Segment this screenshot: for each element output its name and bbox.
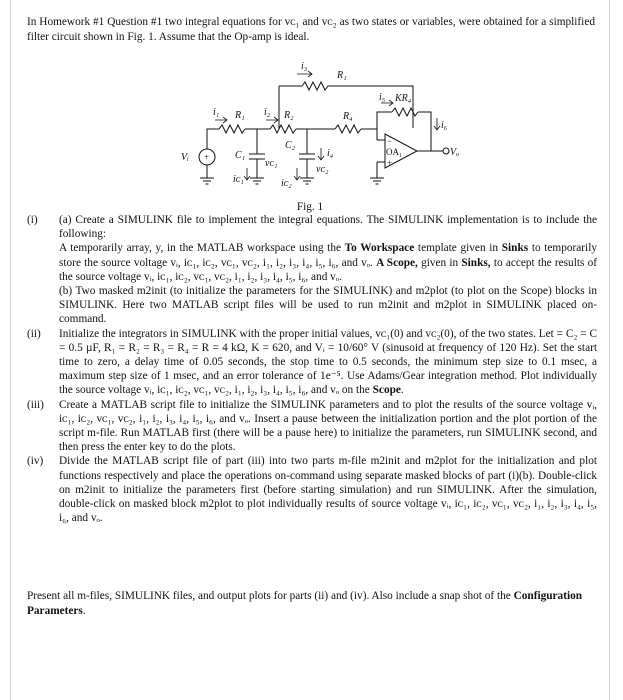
figure-caption: Fig. 1: [296, 201, 324, 213]
label-i1: i₁: [213, 107, 220, 118]
item-iv-text: Divide the MATLAB script file of part (iii) into two parts m-file m2init and m2plot for the initialization and plot functions respectively and place the operations on-command using separate masked blocks of part (i)(b). Double-click on m2init to initialize the parameters first (before starting simulation) and run SIMULINK. After the simulation, double-click on masked block m2plot to plot individually results of source voltage vᵢ, iᴄ₁, iᴄ₂, vᴄ₁, vᴄ₂, i₁, i₂, i₃, i₄, i₅, i₆, and vₒ.: [59, 455, 597, 525]
item-ii-end: .: [400, 384, 404, 397]
item-iv-marker: (iv): [27, 455, 44, 468]
label-vi: Vᵢ: [181, 152, 189, 163]
sinks-term: Sinks: [501, 242, 529, 255]
item-i-a-pre: A temporarily array, y, in the MATLAB workspace using the: [59, 242, 345, 255]
label-kr4: KR₄: [395, 93, 412, 104]
item-ii-text: Initialize the integrators in SIMULINK with the proper initial values, vᴄ₁(0) and vᴄ₂(0), of the two states. Let = C₂ = C = 0.5 µF, R₁ = R₂ = R₃ = R₄ = R = 4 kΩ, K = 620, and Vᵢ = 10/60° V (sinusoid at frequency of 120 Hz). Set the start time to zero, a delay time of 0.05 seconds, the stop time to 0.5 seconds, the minimum step size to 0.1 msec, a maximum step size of 1 msec, and an error tolerance of 1e⁻⁵. Use Adams/Gear integration method. Plot individually the source voltage vᵢ, iᴄ₁, iᴄ₂, vᴄ₁, vᴄ₂, i₁, i₂, i₃, i₄, i₅, i₆, and vₒ on the: [59, 327, 597, 397]
label-i6: i₆: [441, 120, 448, 131]
label-ic2: iᴄ₂: [281, 178, 292, 189]
label-ic1: iᴄ₁: [233, 174, 244, 185]
resistor-r1-left: [219, 125, 245, 133]
scope-term-ii: Scope: [372, 384, 401, 397]
scope-term: A Scope,: [376, 256, 418, 269]
label-r3: R₁: [337, 70, 347, 81]
label-i5: i₅: [379, 92, 386, 103]
label-r4: R₄: [343, 111, 353, 122]
label-i4: i₄: [327, 148, 334, 159]
item-ii-marker: (ii): [27, 327, 41, 340]
configuration-parameters-term: Configuration Parameters: [27, 590, 583, 617]
label-r2: R₂: [284, 110, 294, 121]
item-i: [27, 213, 597, 327]
intro-paragraph: In Homework #1 Question #1 two integral equations for vᴄ₁ and vᴄ₂ as two states or variables, were obtained for a simplified filter circuit shown in Fig. 1. Assume that the Op-amp is ideal.: [27, 16, 595, 43]
label-vc2: vᴄ₂: [316, 164, 329, 175]
label-oa1: OA₁: [386, 147, 403, 157]
closing-text: Present all m-files, SIMULINK files, and output plots for parts (ii) and (iv). Also include a snap shot of the: [27, 590, 514, 603]
source-sign: +: [204, 152, 210, 162]
label-vc1: vᴄ₁: [265, 158, 278, 169]
label-vo: Vₒ: [450, 147, 459, 158]
item-iii: [27, 398, 597, 455]
item-i-b: (b) Two masked m2init (to initialize the parameters for the SIMULINK) and m2plot (to plot on the Scope) blocks in SIMULINK. Here two MATLAB script files will be used to run m2init and m2plot in SIMULINK placed on-command.: [59, 285, 597, 326]
questions-body: [27, 213, 597, 525]
opamp-plus: +: [387, 158, 393, 168]
closing-paragraph: [27, 589, 597, 617]
opamp-minus: −: [387, 136, 393, 146]
output-terminal: [443, 148, 449, 154]
closing-end: .: [82, 604, 86, 617]
resistor-r3: [302, 82, 328, 90]
label-r1: R₁: [235, 110, 245, 121]
item-iv: [27, 454, 597, 525]
resistor-kr4: [392, 108, 418, 116]
to-workspace-term: To Workspace: [344, 242, 415, 255]
resistor-r4: [335, 125, 361, 133]
label-i2: i₂: [264, 107, 271, 118]
label-c2: C₂: [285, 140, 296, 151]
item-i-marker: (i): [27, 214, 38, 226]
capacitor-c2: [299, 154, 315, 159]
document-page: [10, 0, 610, 700]
item-i-a-post3: to accept the results of the source voltage vᵢ, iᴄ₁, iᴄ₂, vᴄ₁, vᴄ₂, i₁, i₂, i₃, i₄, i₅, i₆, and vₒ.: [59, 256, 597, 283]
item-ii: [27, 327, 597, 398]
item-iii-marker: (iii): [27, 398, 44, 411]
item-iii-text: Create a MATLAB script file to initialize the SIMULINK parameters and to plot the results of the source voltage vᵢ, iᴄ₁, iᴄ₂, vᴄ₁, vᴄ₂, i₁, i₂, i₃, i₄, i₅, i₆, and vₒ. Insert a pause between the initialization portion and the plot portion of the script m-file. Run MATLAB first (there will be a pause here) to initialize the parameters, run SIMULINK second, and then press the enter key to do the plots.: [59, 398, 597, 454]
item-i-a: (a) Create a SIMULINK file to implement the integral equations. The SIMULINK implementation is to include the following:: [59, 214, 597, 241]
sinks-term-2: Sinks,: [461, 256, 491, 269]
item-i-a-post: to temporarily store the source voltage vᵢ, iᴄ₁, iᴄ₂, vᴄ₁, vᴄ₂, i₁, i₂, i₃, i₄, i₅, i₆, and vₒ.: [59, 242, 597, 269]
item-i-a-post2: given in: [417, 256, 462, 269]
label-c1: C₁: [235, 150, 246, 161]
item-i-a-mid: template given in: [414, 242, 502, 255]
label-i3: i₃: [301, 61, 308, 72]
resistor-r2: [270, 125, 296, 133]
circuit-diagram: [167, 56, 487, 208]
capacitor-c1: [249, 154, 265, 159]
